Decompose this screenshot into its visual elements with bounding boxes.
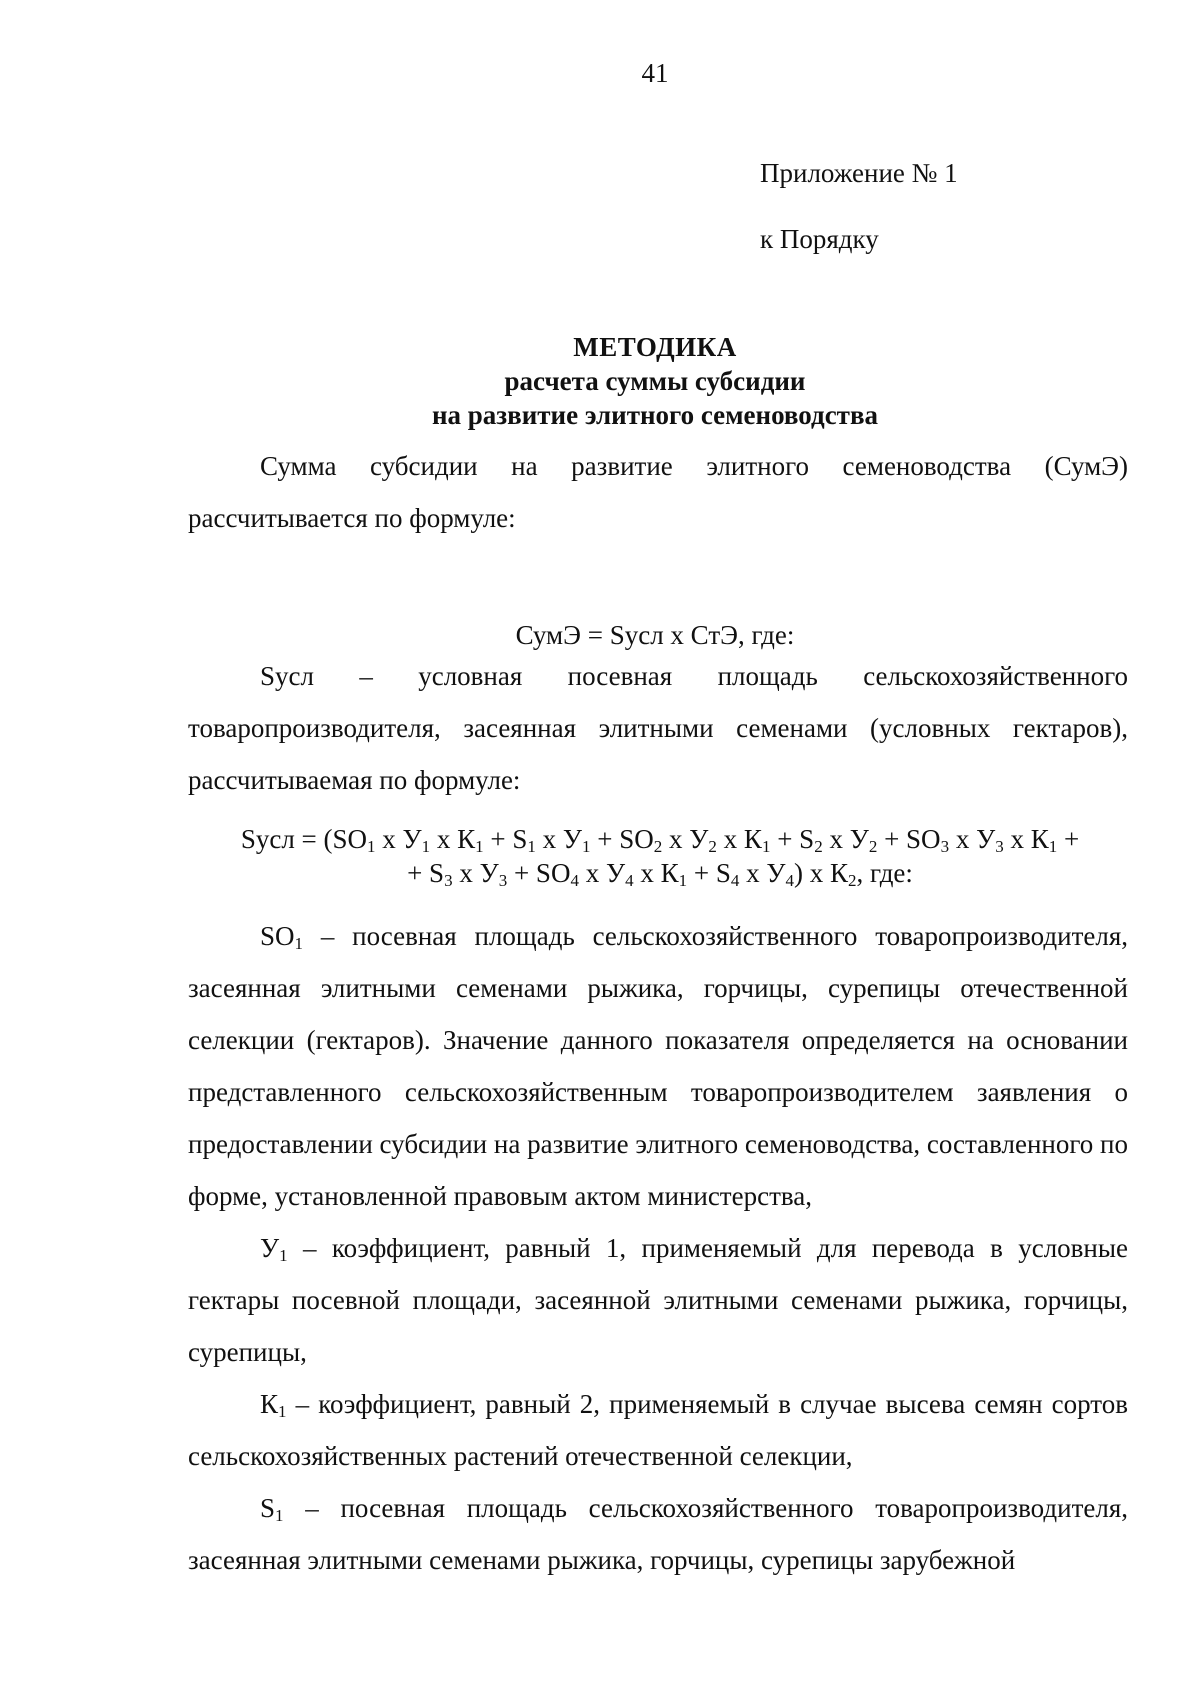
page-number: 41 — [641, 58, 669, 88]
formula-2 — [200, 822, 1120, 890]
definition-u1: $У_1$ – коэффициент, равный 1, применяемый для перевода в условные гектары посевной площади, засеянной элитными семенами рыжика, горчицы, сурепицы, — [188, 1233, 1128, 1367]
appendix-line-1: Приложение № 1 — [760, 158, 958, 188]
intro-paragraph — [188, 440, 1128, 544]
intro-text: Сумма субсидии на развитие элитного семеноводства (СумЭ) рассчитывается по формуле: — [188, 451, 1128, 533]
title-line-3: на развитие элитного семеноводства — [431, 400, 879, 430]
formula-2-line-1: Sусл = ($SO_1$ х $У_1$ х $К_1 + S_1$ х $У_1 + SO_2$ х $У_2$ х $К_1 + S_2$ х $У_2 + SO_3$ х $У_3$ х $К_1$ + — [240, 824, 1080, 856]
definition-so1: $SO_1$ – посевная площадь сельскохозяйственного товаропроизводителя, засеянная элитными семенами рыжика, горчицы, сурепицы отечественной селекции (гектаров). Значение данного показателя определяется на основании представленного сельскохозяйственным товаропроизводителем заявления о предоставлении субсидии на развитие элитного семеноводства, составленного по форме, установленной правовым актом министерства, — [188, 921, 1128, 1211]
susl-definition-text: Sусл – условная посевная площадь сельскохозяйственного товаропроизводителя, засеянная элитными семенами (условных гектаров), рассчитываемая по формуле: — [188, 661, 1128, 795]
definition-s1: $S_1$ – посевная площадь сельскохозяйственного товаропроизводителя, засеянная элитными семенами рыжика, горчицы, сурепицы зарубежной — [188, 1493, 1128, 1575]
formula-2-line-2: + $S_3$ х $У_3 + SO_4$ х $У_4$ х $К_1 + S_4$ х $У_4$) х $К_2$, где: — [407, 858, 913, 890]
formula-1: СумЭ = Sусл х СтЭ, где: — [515, 620, 795, 650]
definition-k1: $К_1$ – коэффициент, равный 2, применяемый в случае высева семян сортов сельскохозяйственных растений отечественной селекции, — [188, 1389, 1128, 1471]
title-main: МЕТОДИКА — [573, 332, 737, 362]
document-title — [0, 330, 1200, 432]
definitions-list — [188, 910, 1128, 1586]
susl-definition — [188, 650, 1128, 806]
appendix-line-2: к Порядку — [760, 224, 879, 254]
title-line-2: расчета суммы субсидии — [504, 366, 806, 396]
